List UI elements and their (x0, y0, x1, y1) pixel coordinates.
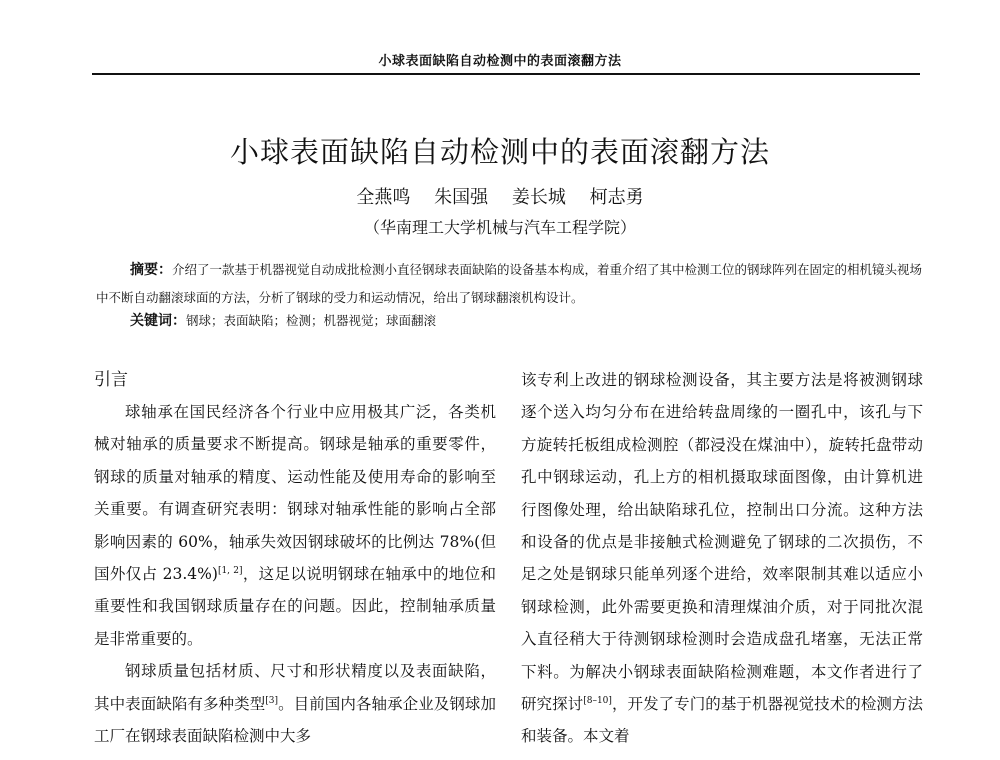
running-header: 小球表面缺陷自动检测中的表面滚翻方法 (378, 54, 622, 69)
citation: [1, 2] (217, 565, 243, 576)
paragraph (94, 396, 496, 655)
keywords-label: 关键词： (130, 313, 186, 329)
keywords-text: 钢球；表面缺陷；检测；机器视觉；球面翻滚 (186, 313, 437, 328)
affiliation: （华南理工大学机械与汽车工程学院） (363, 218, 636, 237)
paragraph-text: 球轴承在国民经济各个行业中应用极其广泛，各类机械对轴承的质量要求不断提高。钢球是轴承的重要零件，钢球的质量对轴承的精度、运动性能及使用寿命的影响至关重要。有调查研究表明：钢球对轴承性能的影响占全部影响因素的 60%，轴承失效因钢球破坏的比例达 78%(但国外仅占 23.4%) (94, 403, 496, 584)
paragraph-text: ，这足以说明钢球在轴承中的地位和重要性和我国钢球质量存在的问题。因此，控制轴承质量是非常重要的。 (94, 565, 496, 648)
left-column (94, 364, 496, 752)
keywords (130, 310, 920, 330)
paragraph (94, 655, 496, 752)
right-column (521, 364, 923, 753)
section-heading-intro: 引言 (94, 370, 128, 390)
abstract-label: 摘要： (130, 262, 172, 278)
paragraph (521, 364, 923, 753)
paragraph-text: 该专利上改进的钢球检测设备，其主要方法是将被测钢球逐个送入均匀分布在进给转盘周缘的一圈孔中，该孔与下方旋转托板组成检测腔（都浸没在煤油中），旋转托盘带动孔中钢球运动，孔上方的相机摄取球面图像，由计算机进行图像处理，给出缺陷球孔位，控制出口分流。这种方法和设备的优点是非接触式检测避免了钢球的二次损伤，不足之处是钢球只能单列逐个进给，效率限制其难以适应小钢球检测，此外需要更换和清理煤油介质，对于同批次混入直径稍大于待测钢球检测时会造成盘孔堵塞，无法正常下料。为解决小钢球表面缺陷检测难题，本文作者进行了研究探讨 (521, 371, 923, 714)
header-rule (92, 73, 920, 75)
paragraph-text: 钢球质量包括材质、尺寸和形状精度以及表面缺陷，其中表面缺陷有多种类型 (94, 662, 496, 713)
citation: [8–10] (583, 695, 612, 706)
authors: 全燕鸣 朱国强 姜长城 柯志勇 (356, 187, 644, 208)
paragraph-text: 。目前国内各轴承企业及钢球加工厂在钢球表面缺陷检测中大多 (94, 694, 496, 746)
abstract-text: 介绍了一款基于机器视觉自动成批检测小直径钢球表面缺陷的设备基本构成，着重介绍了其中检测工位的钢球阵列在固定的相机镜头视场中不断自动翻滚球面的方法，分析了钢球的受力和运动情况，给出了钢球翻滚机构设计。 (96, 262, 923, 305)
citation: [3] (265, 695, 279, 706)
paper-title: 小球表面缺陷自动检测中的表面滚翻方法 (229, 135, 770, 169)
paragraph-text: ，开发了专门的基于机器视觉技术的检测方法和装备。本文着 (521, 695, 923, 746)
abstract (96, 256, 926, 311)
